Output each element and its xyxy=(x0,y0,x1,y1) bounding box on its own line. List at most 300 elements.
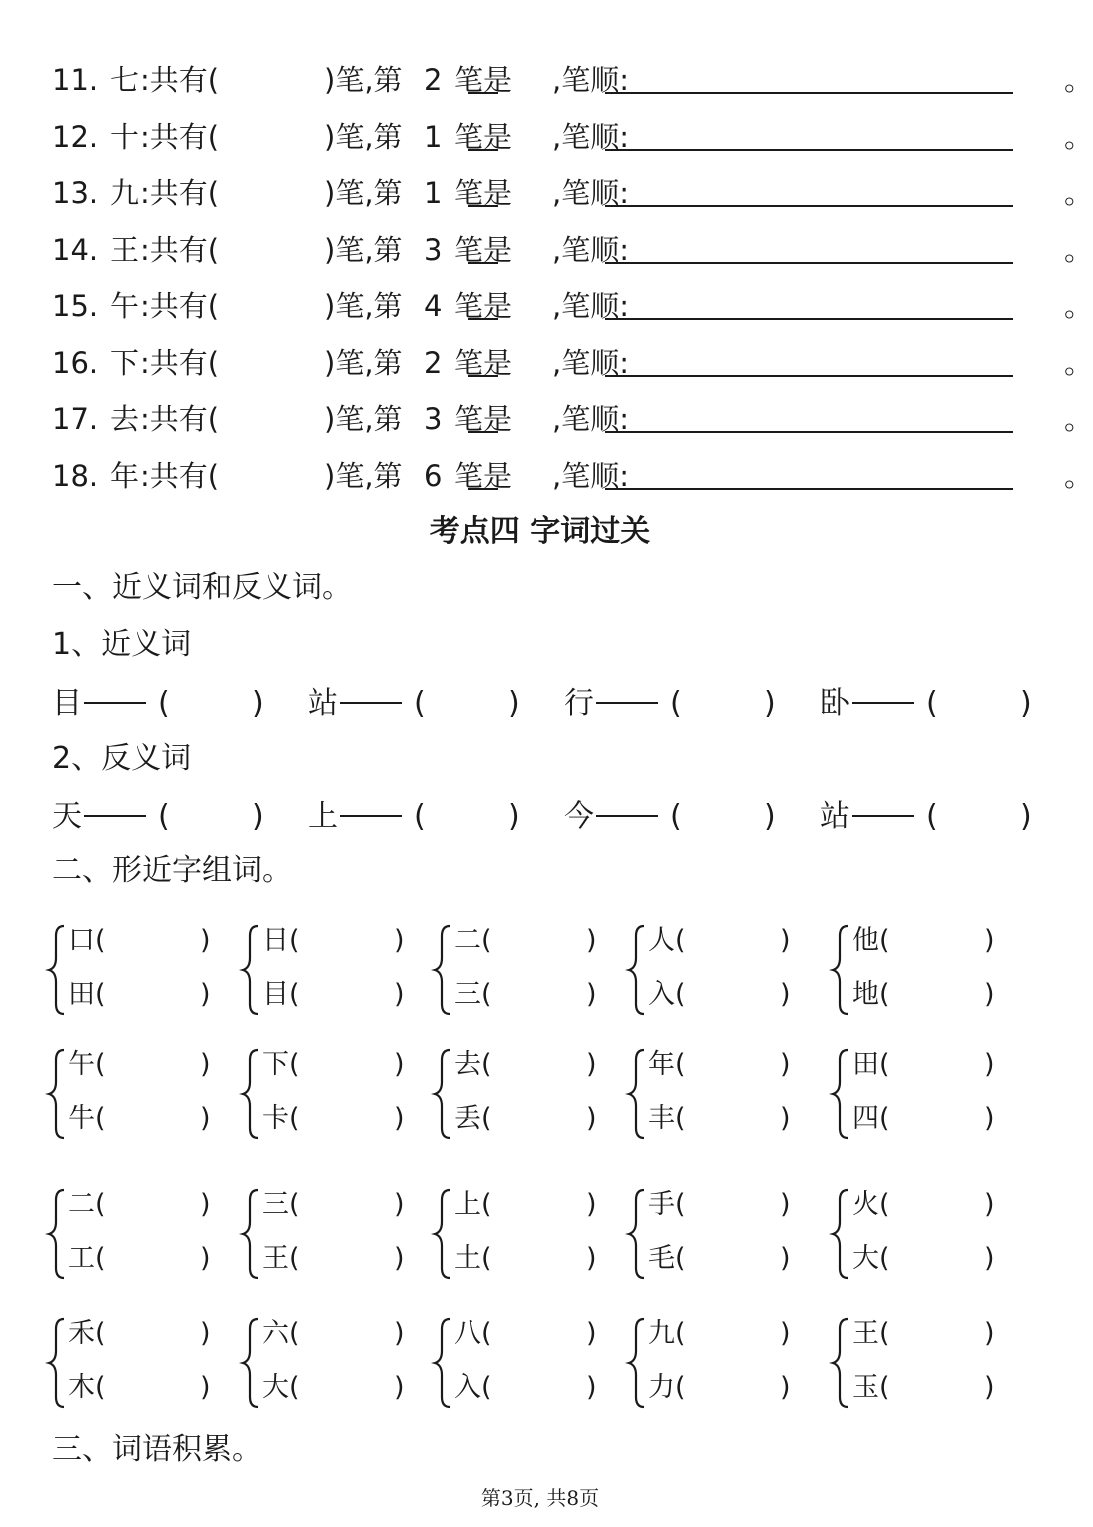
answer-open-paren[interactable]: ( xyxy=(675,979,686,1010)
curly-brace-icon xyxy=(432,914,454,1024)
total-strokes-label: :共有( xyxy=(140,119,220,154)
question-char: 七 xyxy=(110,63,140,97)
similar-char: 去 xyxy=(454,1049,481,1080)
antonyms-label: 2、反义词 xyxy=(52,741,192,776)
answer-open-paren[interactable]: ( xyxy=(289,1318,300,1349)
answer-close-paren[interactable]: ) xyxy=(586,1189,597,1220)
similar-char-pair xyxy=(240,1178,410,1288)
stroke-order-label: ,笔顺: xyxy=(552,345,629,380)
char-answer-line xyxy=(454,916,614,966)
similar-char: 王 xyxy=(852,1318,879,1349)
answer-open-paren[interactable]: ( xyxy=(289,1243,300,1274)
similar-char: 丢 xyxy=(454,1103,481,1134)
synonyms-row xyxy=(52,679,1042,729)
answer-open-paren[interactable]: ( xyxy=(926,686,938,721)
question-number: 11. xyxy=(52,63,99,97)
answer-open-paren[interactable]: ( xyxy=(879,1103,890,1134)
char-answer-line xyxy=(852,1309,1012,1359)
stroke-is-label: 笔是 xyxy=(454,402,513,436)
char-answer-line xyxy=(262,916,422,966)
total-strokes-label: :共有( xyxy=(140,232,220,267)
answer-open-paren[interactable]: ( xyxy=(289,925,300,956)
answer-open-paren[interactable]: ( xyxy=(289,1103,300,1134)
answer-close-paren[interactable]: ) xyxy=(394,1243,405,1274)
similar-char: 人 xyxy=(648,925,675,956)
answer-close-paren[interactable]: ) xyxy=(586,1103,597,1134)
similar-char: 入 xyxy=(648,979,675,1010)
similar-char-pair xyxy=(432,1178,602,1288)
similar-char: 丰 xyxy=(648,1103,675,1134)
answer-open-paren[interactable]: ( xyxy=(95,1103,106,1134)
nth-stroke-label: )笔,第 xyxy=(324,119,403,154)
answer-close-paren[interactable]: ) xyxy=(984,925,995,956)
curly-brace-icon xyxy=(240,1038,262,1148)
stroke-is-label: 笔是 xyxy=(454,289,513,323)
question-char: 九 xyxy=(110,176,140,210)
curly-brace-icon xyxy=(626,1178,648,1288)
stroke-answer-blank[interactable] xyxy=(468,431,498,433)
similar-char: 四 xyxy=(852,1103,879,1134)
answer-close-paren[interactable]: ) xyxy=(586,1243,597,1274)
answer-open-paren[interactable]: ( xyxy=(95,1189,106,1220)
answer-open-paren[interactable]: ( xyxy=(670,799,682,834)
answer-open-paren[interactable]: ( xyxy=(481,1372,492,1403)
answer-open-paren[interactable]: ( xyxy=(95,1372,106,1403)
row-end-mark: 。 xyxy=(1064,63,1093,97)
curly-brace-icon xyxy=(46,914,68,1024)
stroke-is-label: 笔是 xyxy=(454,119,513,154)
stroke-question-row xyxy=(52,109,1093,165)
antonym-char: 上 xyxy=(308,799,338,834)
char-answer-line xyxy=(648,1094,808,1144)
similar-char: 木 xyxy=(68,1372,95,1403)
stroke-order-blank[interactable] xyxy=(605,431,1013,433)
nth-stroke-label: )笔,第 xyxy=(324,232,403,267)
answer-close-paren[interactable]: ) xyxy=(586,1372,597,1403)
similar-char: 入 xyxy=(454,1372,481,1403)
similar-char: 八 xyxy=(454,1318,481,1349)
char-answer-line xyxy=(648,1363,808,1413)
antonym-item xyxy=(564,792,804,842)
answer-open-paren[interactable]: ( xyxy=(481,1049,492,1080)
answer-close-paren[interactable]: ) xyxy=(200,1189,211,1220)
stroke-order-blank[interactable] xyxy=(605,262,1013,264)
answer-open-paren[interactable]: ( xyxy=(289,1372,300,1403)
answer-close-paren[interactable]: ) xyxy=(780,1372,791,1403)
similar-char: 田 xyxy=(852,1049,879,1080)
answer-close-paren[interactable]: ) xyxy=(508,686,520,721)
stroke-question-row xyxy=(52,448,1093,504)
answer-close-paren[interactable]: ) xyxy=(780,925,791,956)
row-end-mark: 。 xyxy=(1064,119,1093,154)
answer-close-paren[interactable]: ) xyxy=(586,1318,597,1349)
similar-char: 三 xyxy=(454,979,481,1010)
char-answer-line xyxy=(454,970,614,1020)
answer-close-paren[interactable]: ) xyxy=(394,1103,405,1134)
answer-open-paren[interactable]: ( xyxy=(675,1243,686,1274)
answer-open-paren[interactable]: ( xyxy=(95,1243,106,1274)
similar-char: 土 xyxy=(454,1243,481,1274)
section-title: 考点四 字词过关 xyxy=(429,514,651,549)
answer-open-paren[interactable]: ( xyxy=(481,1103,492,1134)
antonym-item xyxy=(52,792,292,842)
dash-line xyxy=(340,815,402,817)
similar-char: 日 xyxy=(262,925,289,956)
similar-char-pair xyxy=(830,1038,1000,1148)
answer-open-paren[interactable]: ( xyxy=(926,799,938,834)
similar-char-pair xyxy=(626,1038,796,1148)
similar-char-pair xyxy=(240,914,410,1024)
char-answer-line xyxy=(852,1234,1012,1284)
total-strokes-label: :共有( xyxy=(140,63,220,97)
similar-char: 火 xyxy=(852,1189,879,1220)
char-answer-line xyxy=(262,1234,422,1284)
curly-brace-icon xyxy=(46,1038,68,1148)
answer-close-paren[interactable]: ) xyxy=(1020,686,1032,721)
question-char: 年 xyxy=(110,458,140,493)
answer-close-paren[interactable]: ) xyxy=(780,1189,791,1220)
similar-char-pair xyxy=(626,914,796,1024)
stroke-answer-blank[interactable] xyxy=(468,375,498,377)
similar-char-pair xyxy=(432,914,602,1024)
stroke-order-label: ,笔顺: xyxy=(552,176,629,210)
stroke-question-row xyxy=(52,335,1093,391)
answer-open-paren[interactable]: ( xyxy=(879,1049,890,1080)
similar-char: 二 xyxy=(68,1189,95,1220)
answer-close-paren[interactable]: ) xyxy=(780,1243,791,1274)
answer-open-paren[interactable]: ( xyxy=(879,979,890,1010)
answer-close-paren[interactable]: ) xyxy=(200,979,211,1010)
answer-open-paren[interactable]: ( xyxy=(675,1189,686,1220)
answer-open-paren[interactable]: ( xyxy=(414,686,426,721)
page-footer: 第3页, 共8页 xyxy=(480,1486,600,1510)
answer-open-paren[interactable]: ( xyxy=(95,1318,106,1349)
char-answer-line xyxy=(852,1094,1012,1144)
curly-brace-icon xyxy=(432,1178,454,1288)
answer-open-paren[interactable]: ( xyxy=(879,1243,890,1274)
similar-char: 手 xyxy=(648,1189,675,1220)
answer-close-paren[interactable]: ) xyxy=(394,1318,405,1349)
char-answer-line xyxy=(68,1234,228,1284)
stroke-index: 1 xyxy=(424,176,443,210)
curly-brace-icon xyxy=(830,1178,852,1288)
char-answer-line xyxy=(68,1180,228,1230)
char-answer-line xyxy=(68,970,228,1020)
similar-char: 年 xyxy=(648,1049,675,1080)
stroke-answer-blank[interactable] xyxy=(468,488,498,490)
answer-open-paren[interactable]: ( xyxy=(879,1189,890,1220)
similar-char: 王 xyxy=(262,1243,289,1274)
stroke-order-blank[interactable] xyxy=(605,318,1013,320)
part3-heading: 三、词语积累。 xyxy=(52,1432,262,1467)
stroke-answer-blank[interactable] xyxy=(468,318,498,320)
similar-char: 大 xyxy=(262,1372,289,1403)
question-number: 15. xyxy=(52,289,99,323)
answer-open-paren[interactable]: ( xyxy=(158,686,170,721)
char-answer-line xyxy=(68,1094,228,1144)
answer-close-paren[interactable]: ) xyxy=(984,1372,995,1403)
synonym-char: 站 xyxy=(308,686,338,721)
char-answer-line xyxy=(454,1180,614,1230)
row-end-mark: 。 xyxy=(1064,345,1093,380)
question-number: 16. xyxy=(52,345,99,380)
answer-close-paren[interactable]: ) xyxy=(252,799,264,834)
similar-char-pair xyxy=(240,1307,410,1417)
answer-close-paren[interactable]: ) xyxy=(586,979,597,1010)
char-answer-line xyxy=(68,1363,228,1413)
char-answer-line xyxy=(648,970,808,1020)
stroke-question-row xyxy=(52,222,1093,278)
curly-brace-icon xyxy=(432,1307,454,1417)
question-char: 午 xyxy=(110,289,140,323)
answer-close-paren[interactable]: ) xyxy=(200,925,211,956)
antonym-char: 站 xyxy=(820,799,850,834)
answer-open-paren[interactable]: ( xyxy=(289,1049,300,1080)
similar-char: 田 xyxy=(68,979,95,1010)
char-answer-line xyxy=(262,1363,422,1413)
dash-line xyxy=(596,815,658,817)
char-answer-line xyxy=(648,1040,808,1090)
similar-char-pair xyxy=(432,1307,602,1417)
char-answer-line xyxy=(852,970,1012,1020)
similar-char: 午 xyxy=(68,1049,95,1080)
char-answer-line xyxy=(648,1180,808,1230)
char-answer-line xyxy=(454,1309,614,1359)
question-number: 13. xyxy=(52,176,99,210)
total-strokes-label: :共有( xyxy=(140,176,220,210)
answer-close-paren[interactable]: ) xyxy=(586,925,597,956)
answer-open-paren[interactable]: ( xyxy=(675,1103,686,1134)
dash-line xyxy=(84,815,146,817)
total-strokes-label: :共有( xyxy=(140,458,220,493)
answer-open-paren[interactable]: ( xyxy=(95,925,106,956)
answer-close-paren[interactable]: ) xyxy=(780,1049,791,1080)
char-answer-line xyxy=(262,1309,422,1359)
stroke-question-row xyxy=(52,278,1093,334)
curly-brace-icon xyxy=(626,914,648,1024)
curly-brace-icon xyxy=(46,1307,68,1417)
answer-close-paren[interactable]: ) xyxy=(586,1049,597,1080)
answer-close-paren[interactable]: ) xyxy=(984,1189,995,1220)
dash-line xyxy=(852,815,914,817)
similar-char: 九 xyxy=(648,1318,675,1349)
question-number: 14. xyxy=(52,232,99,267)
nth-stroke-label: )笔,第 xyxy=(324,345,403,380)
char-answer-line xyxy=(68,1040,228,1090)
stroke-index: 3 xyxy=(424,232,443,267)
row-end-mark: 。 xyxy=(1064,232,1093,267)
answer-close-paren[interactable]: ) xyxy=(764,799,776,834)
similar-char-pair xyxy=(626,1178,796,1288)
stroke-answer-blank[interactable] xyxy=(468,92,498,94)
similar-char-pair xyxy=(830,914,1000,1024)
nth-stroke-label: )笔,第 xyxy=(324,176,403,210)
total-strokes-label: :共有( xyxy=(140,345,220,380)
part2-heading: 二、形近字组词。 xyxy=(52,853,292,888)
answer-open-paren[interactable]: ( xyxy=(481,1189,492,1220)
similar-char: 玉 xyxy=(852,1372,879,1403)
total-strokes-label: :共有( xyxy=(140,402,220,436)
stroke-is-label: 笔是 xyxy=(454,232,513,267)
answer-open-paren[interactable]: ( xyxy=(481,925,492,956)
similar-char-pair xyxy=(46,1178,216,1288)
char-answer-line xyxy=(454,1234,614,1284)
curly-brace-icon xyxy=(830,914,852,1024)
stroke-order-blank[interactable] xyxy=(605,375,1013,377)
question-number: 17. xyxy=(52,402,99,436)
char-answer-line xyxy=(454,1040,614,1090)
answer-close-paren[interactable]: ) xyxy=(984,1103,995,1134)
answer-close-paren[interactable]: ) xyxy=(780,1103,791,1134)
curly-brace-icon xyxy=(830,1038,852,1148)
stroke-order-blank[interactable] xyxy=(605,205,1013,207)
answer-close-paren[interactable]: ) xyxy=(200,1372,211,1403)
char-answer-line xyxy=(262,970,422,1020)
stroke-question-row xyxy=(52,165,1093,221)
curly-brace-icon xyxy=(830,1307,852,1417)
stroke-is-label: 笔是 xyxy=(454,458,513,493)
answer-close-paren[interactable]: ) xyxy=(394,1372,405,1403)
char-answer-line xyxy=(648,1309,808,1359)
answer-close-paren[interactable]: ) xyxy=(984,1243,995,1274)
answer-open-paren[interactable]: ( xyxy=(481,1243,492,1274)
answer-close-paren[interactable]: ) xyxy=(780,979,791,1010)
similar-char-pair xyxy=(830,1178,1000,1288)
answer-open-paren[interactable]: ( xyxy=(879,1372,890,1403)
stroke-index: 2 xyxy=(424,345,443,380)
synonym-char: 卧 xyxy=(820,686,850,721)
curly-brace-icon xyxy=(240,1307,262,1417)
question-char: 王 xyxy=(110,232,140,267)
synonym-char: 目 xyxy=(52,686,82,721)
answer-close-paren[interactable]: ) xyxy=(200,1049,211,1080)
stroke-order-label: ,笔顺: xyxy=(552,119,629,154)
answer-close-paren[interactable]: ) xyxy=(200,1318,211,1349)
answer-open-paren[interactable]: ( xyxy=(289,1189,300,1220)
similar-char-pair xyxy=(46,914,216,1024)
similar-char: 毛 xyxy=(648,1243,675,1274)
similar-char-pair xyxy=(626,1307,796,1417)
answer-open-paren[interactable]: ( xyxy=(670,686,682,721)
stroke-answer-blank[interactable] xyxy=(468,262,498,264)
stroke-index: 1 xyxy=(424,119,443,154)
answer-close-paren[interactable]: ) xyxy=(394,925,405,956)
nth-stroke-label: )笔,第 xyxy=(324,289,403,323)
stroke-index: 6 xyxy=(424,458,443,493)
similar-char: 大 xyxy=(852,1243,879,1274)
answer-close-paren[interactable]: ) xyxy=(1020,799,1032,834)
similar-char: 卡 xyxy=(262,1103,289,1134)
answer-close-paren[interactable]: ) xyxy=(394,1049,405,1080)
synonym-item xyxy=(52,679,292,729)
answer-open-paren[interactable]: ( xyxy=(675,1318,686,1349)
answer-close-paren[interactable]: ) xyxy=(764,686,776,721)
stroke-answer-blank[interactable] xyxy=(468,149,498,151)
stroke-question-row xyxy=(52,52,1093,108)
synonym-item xyxy=(308,679,548,729)
synonyms-label: 1、近义词 xyxy=(52,627,192,662)
answer-open-paren[interactable]: ( xyxy=(414,799,426,834)
part1-heading: 一、近义词和反义词。 xyxy=(52,570,352,605)
char-answer-line xyxy=(262,1040,422,1090)
answer-open-paren[interactable]: ( xyxy=(95,979,106,1010)
answer-open-paren[interactable]: ( xyxy=(675,1049,686,1080)
answer-close-paren[interactable]: ) xyxy=(508,799,520,834)
antonym-item xyxy=(308,792,548,842)
nth-stroke-label: )笔,第 xyxy=(324,63,403,97)
synonym-char: 行 xyxy=(564,686,594,721)
stroke-order-blank[interactable] xyxy=(605,149,1013,151)
answer-open-paren[interactable]: ( xyxy=(481,979,492,1010)
char-answer-line xyxy=(648,1234,808,1284)
similar-char-pair xyxy=(46,1307,216,1417)
answer-close-paren[interactable]: ) xyxy=(394,979,405,1010)
question-number: 18. xyxy=(52,458,99,493)
char-answer-line xyxy=(454,1094,614,1144)
similar-char: 六 xyxy=(262,1318,289,1349)
answer-open-paren[interactable]: ( xyxy=(879,925,890,956)
answer-open-paren[interactable]: ( xyxy=(95,1049,106,1080)
similar-char-pair xyxy=(432,1038,602,1148)
question-char: 下 xyxy=(110,345,140,380)
answer-close-paren[interactable]: ) xyxy=(394,1189,405,1220)
curly-brace-icon xyxy=(626,1038,648,1148)
answer-close-paren[interactable]: ) xyxy=(200,1243,211,1274)
char-answer-line xyxy=(852,1363,1012,1413)
stroke-is-label: 笔是 xyxy=(454,63,513,97)
char-answer-line xyxy=(262,1094,422,1144)
stroke-is-label: 笔是 xyxy=(454,345,513,380)
similar-char: 禾 xyxy=(68,1318,95,1349)
answer-open-paren[interactable]: ( xyxy=(481,1318,492,1349)
stroke-answer-blank[interactable] xyxy=(468,205,498,207)
similar-char: 牛 xyxy=(68,1103,95,1134)
char-answer-line xyxy=(262,1180,422,1230)
antonyms-row xyxy=(52,792,1042,842)
stroke-order-blank[interactable] xyxy=(605,488,1013,490)
answer-open-paren[interactable]: ( xyxy=(879,1318,890,1349)
total-strokes-label: :共有( xyxy=(140,289,220,323)
char-answer-line xyxy=(852,916,1012,966)
answer-open-paren[interactable]: ( xyxy=(675,1372,686,1403)
answer-open-paren[interactable]: ( xyxy=(289,979,300,1010)
row-end-mark: 。 xyxy=(1064,176,1093,210)
similar-char-pair xyxy=(830,1307,1000,1417)
answer-open-paren[interactable]: ( xyxy=(675,925,686,956)
antonym-char: 天 xyxy=(52,799,82,834)
row-end-mark: 。 xyxy=(1064,289,1093,323)
similar-char: 目 xyxy=(262,979,289,1010)
similar-char: 他 xyxy=(852,925,879,956)
similar-char-pair xyxy=(240,1038,410,1148)
stroke-order-label: ,笔顺: xyxy=(552,289,629,323)
answer-close-paren[interactable]: ) xyxy=(984,1049,995,1080)
antonym-char: 今 xyxy=(564,799,594,834)
answer-close-paren[interactable]: ) xyxy=(252,686,264,721)
answer-close-paren[interactable]: ) xyxy=(984,979,995,1010)
answer-close-paren[interactable]: ) xyxy=(780,1318,791,1349)
stroke-order-blank[interactable] xyxy=(605,92,1013,94)
similar-char: 三 xyxy=(262,1189,289,1220)
question-char: 去 xyxy=(110,402,140,436)
stroke-index: 4 xyxy=(424,289,443,323)
answer-open-paren[interactable]: ( xyxy=(158,799,170,834)
answer-close-paren[interactable]: ) xyxy=(984,1318,995,1349)
answer-close-paren[interactable]: ) xyxy=(200,1103,211,1134)
similar-char: 口 xyxy=(68,925,95,956)
row-end-mark: 。 xyxy=(1064,458,1093,493)
similar-char-pair xyxy=(46,1038,216,1148)
